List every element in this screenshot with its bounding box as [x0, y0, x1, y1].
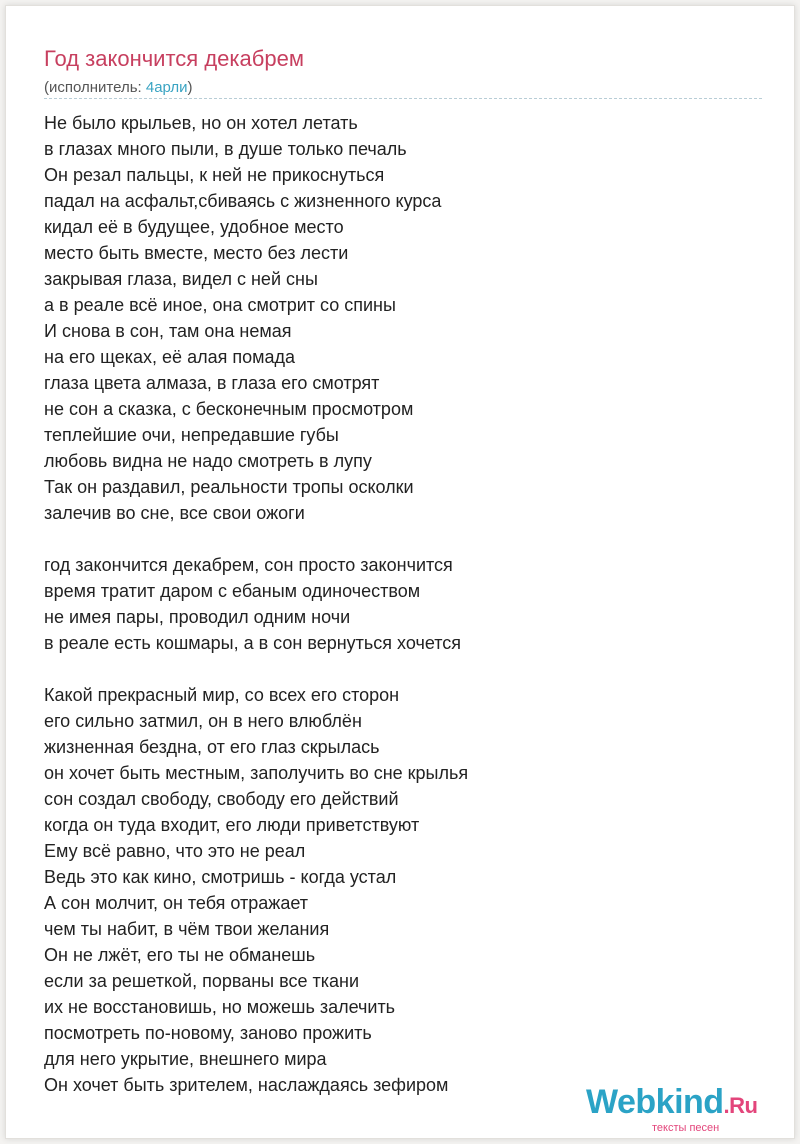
lyric-line: посмотреть по-новому, заново прожить — [44, 1023, 372, 1043]
lyric-line: год закончится декабрем, сон просто закончится — [44, 555, 453, 575]
lyric-line: Ему всё равно, что это не реал — [44, 841, 306, 861]
lyric-line: И снова в сон, там она немая — [44, 321, 292, 341]
lyrics-body — [44, 110, 764, 1124]
lyric-line: их не восстановишь, но можешь залечить — [44, 997, 396, 1017]
lyric-line: для него укрытие, внешнего мира — [44, 1049, 327, 1069]
artist-link[interactable]: 4арли — [145, 79, 188, 96]
lyric-line: Не было крыльев, но он хотел летать — [44, 113, 358, 133]
lyric-line: Ведь это как кино, смотришь - когда устал — [44, 867, 397, 887]
artist-line — [44, 79, 193, 97]
lyric-line: когда он туда входит, его люди приветствуют — [44, 815, 420, 835]
lyric-line: жизненная бездна, от его глаз скрылась — [44, 737, 380, 757]
webkind-logo — [586, 1082, 786, 1132]
lyric-line: Он хочет быть зрителем, наслаждаясь зефиром — [44, 1075, 449, 1095]
lyric-line: падал на асфальт,сбиваясь с жизненного курса — [44, 191, 442, 211]
lyrics-stanza — [44, 110, 764, 526]
logo-wordmark — [586, 1082, 758, 1126]
header-divider — [44, 98, 762, 99]
lyric-line: залечив во сне, все свои ожоги — [44, 503, 305, 523]
lyric-line: если за решеткой, порваны все ткани — [44, 971, 360, 991]
logo-name: Webkind — [586, 1083, 724, 1121]
lyrics-page — [5, 5, 795, 1139]
lyric-line: чем ты набит, в чём твои желания — [44, 919, 330, 939]
song-title: Год закончится декабрем — [44, 46, 304, 71]
lyric-line: сон создал свободу, свободу его действий — [44, 789, 399, 809]
lyric-line: Он резал пальцы, к ней не прикоснуться — [44, 165, 385, 185]
lyric-line: он хочет быть местным, заполучить во сне крылья — [44, 763, 469, 783]
lyrics-stanza — [44, 682, 764, 1098]
lyric-line: любовь видна не надо смотреть в лупу — [44, 451, 372, 471]
artist-suffix: ) — [187, 79, 193, 96]
logo-tagline: тексты песен — [652, 1122, 720, 1134]
lyric-line: а в реале всё иное, она смотрит со спины — [44, 295, 396, 315]
lyric-line: кидал её в будущее, удобное место — [44, 217, 344, 237]
lyric-line: Так он раздавил, реальности тропы осколки — [44, 477, 414, 497]
lyric-line: в глазах много пыли, в душе только печаль — [44, 139, 407, 159]
lyric-line: его сильно затмил, он в него влюблён — [44, 711, 362, 731]
lyric-line: Какой прекрасный мир, со всех его сторон — [44, 685, 400, 705]
lyrics-stanza — [44, 552, 764, 656]
lyric-line: на его щеках, её алая помада — [44, 347, 295, 367]
lyric-line: закрывая глаза, видел с ней сны — [44, 269, 318, 289]
lyric-line: место быть вместе, место без лести — [44, 243, 349, 263]
logo-tld: .Ru — [723, 1093, 758, 1118]
lyric-line: А сон молчит, он тебя отражает — [44, 893, 308, 913]
lyric-line: теплейшие очи, непредавшие губы — [44, 425, 339, 445]
lyric-line: не имея пары, проводил одним ночи — [44, 607, 351, 627]
lyric-line: время тратит даром с ебаным одиночеством — [44, 581, 421, 601]
lyric-line: Он не лжёт, его ты не обманешь — [44, 945, 316, 965]
lyric-line: в реале есть кошмары, а в сон вернуться хочется — [44, 633, 462, 653]
lyric-line: не сон а сказка, с бесконечным просмотром — [44, 399, 414, 419]
artist-prefix: (исполнитель: — [44, 79, 146, 96]
lyric-line: глаза цвета алмаза, в глаза его смотрят — [44, 373, 380, 393]
